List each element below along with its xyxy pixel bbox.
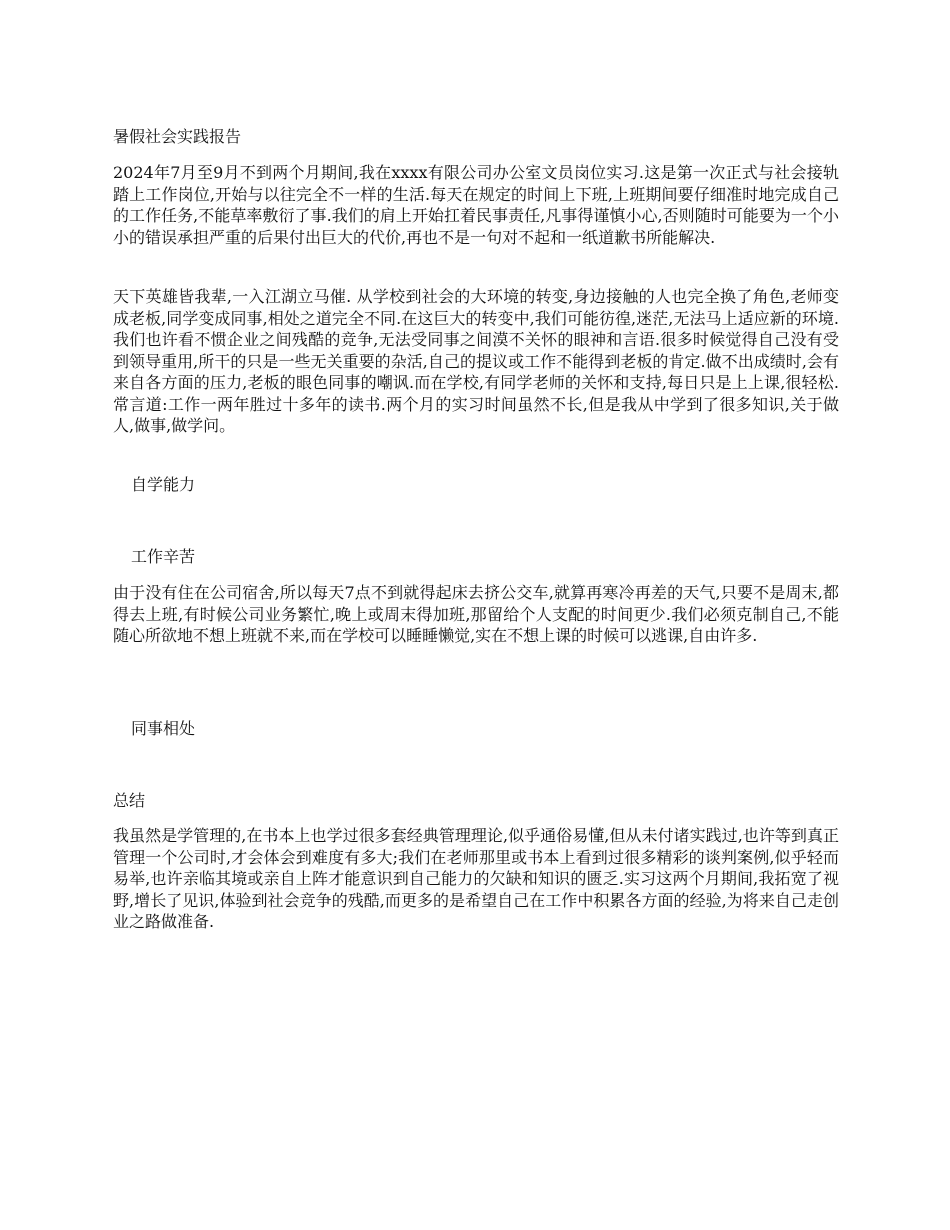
hard-work-paragraph: 由于没有住在公司宿舍,所以每天7点不到就得起床去挤公交车,就算再寒冷再差的天气,只要不是周末,都得去上班,有时候公司业务繁忙,晚上或周末得加班,那留给个人支配的时间更少.我们必须克制自己,不能随心所欲地不想上班就不来,而在学校可以睡睡懒觉,实在不想上课的时候可以逃课,自由许多. (113, 583, 839, 645)
transition-paragraph: 天下英雄皆我辈,一入江湖立马催. 从学校到社会的大环境的转变,身边接触的人也完全换了角色,老师变成老板,同学变成同事,相处之道完全不同.在这巨大的转变中,我们可能彷徨,迷茫,无法马上适应新的环境.我们也许看不惯企业之间残酷的竞争,无法受同事之间漠不关怀的眼神和言语.很多时候觉得自己没有受到领导重用,所干的只是一些无关重要的杂活,自己的提议或工作不能得到老板的肯定.做不出成绩时,会有来自各方面的压力,老板的眼色同事的嘲讽.而在学校,有同学老师的关怀和支持,每日只是上上课,很轻松.常言道:工作一两年胜过十多年的读书.两个月的实习时间虽然不长,但是我从中学到了很多知识,关于做人,做事,做学问。 (113, 287, 839, 435)
section-heading-summary: 总结 (113, 791, 146, 810)
intro-paragraph: 2024年7月至9月不到两个月期间,我在xxxx有限公司办公室文员岗位实习.这是第一次正式与社会接轨踏上工作岗位,开始与以往完全不一样的生活.每天在规定的时间上下班,上班期间要仔细准时地完成自己的工作任务,不能草率敷衍了事.我们的肩上开始扛着民事责任,凡事得谨慎小心,否则随时可能要为一个小小的错误承担严重的后果付出巨大的代价,再也不是一句对不起和一纸道歉书所能解决. (113, 163, 839, 247)
section-heading-self-study: 自学能力 (131, 475, 196, 494)
document-title: 暑假社会实践报告 (113, 127, 242, 146)
summary-paragraph: 我虽然是学管理的,在书本上也学过很多套经典管理理论,似乎通俗易懂,但从未付诸实践过,也许等到真正管理一个公司时,才会体会到难度有多大;我们在老师那里或书本上看到过很多精彩的谈判案例,似乎轻而易举,也许亲临其境或亲自上阵才能意识到自己能力的欠缺和知识的匮乏.实习这两个月期间,我拓宽了视野,增长了见识,体验到社会竞争的残酷,而更多的是希望自己在工作中积累各方面的经验,为将来自己走创业之路做准备. (113, 826, 839, 931)
section-heading-hard-work: 工作辛苦 (131, 547, 196, 566)
section-heading-colleagues: 同事相处 (131, 719, 196, 738)
